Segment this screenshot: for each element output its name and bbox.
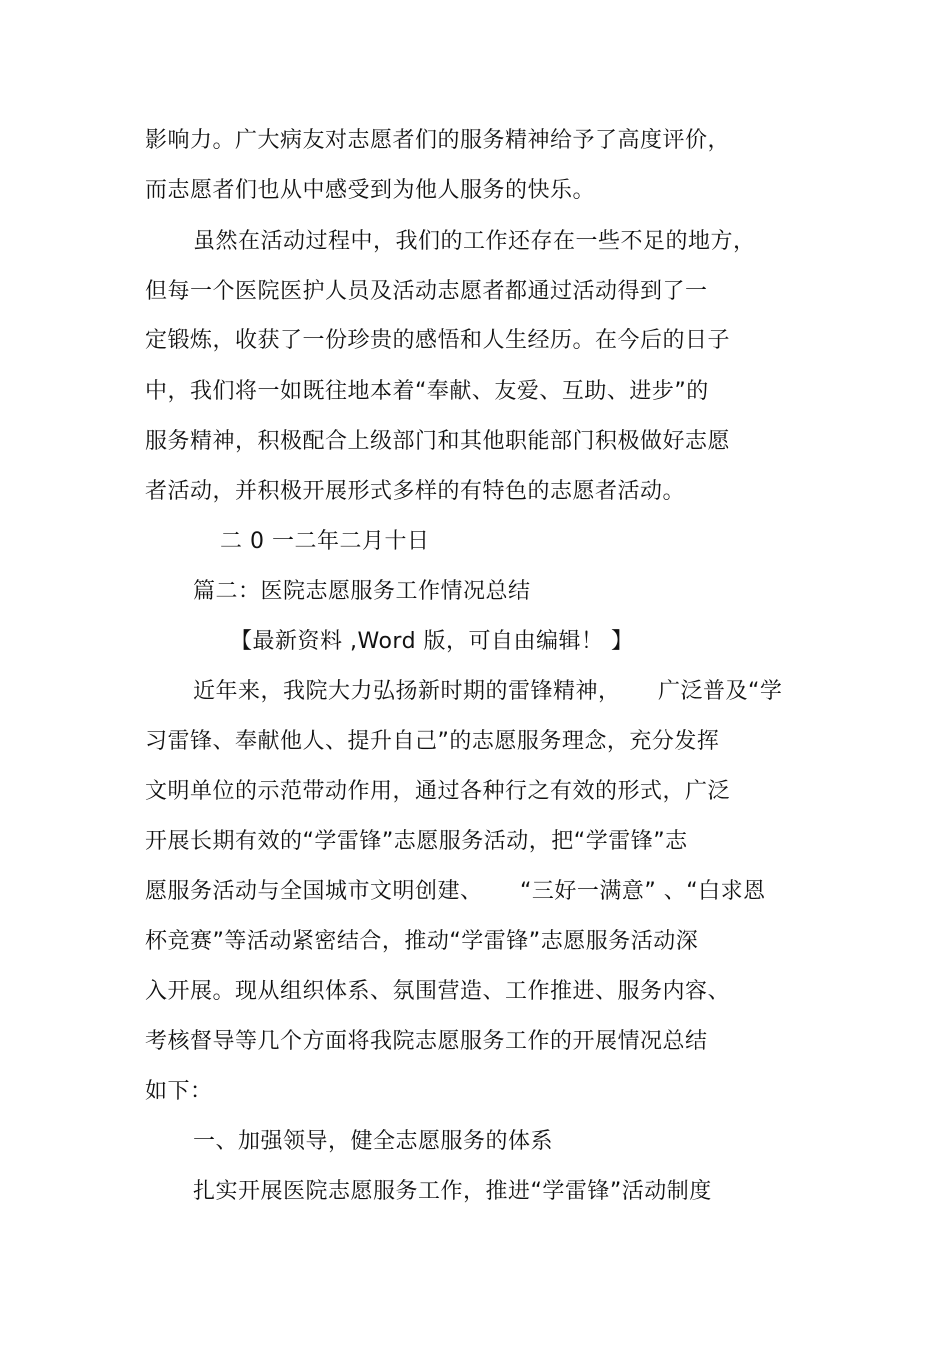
- paragraph-line: 者活动，并积极开展形式多样的有特色的志愿者活动。: [145, 479, 686, 504]
- paragraph-line: 影响力。广大病友对志愿者们的服务精神给予了高度评价，: [145, 128, 731, 153]
- paragraph-line: 如下：: [145, 1079, 213, 1104]
- paragraph-line: 考核督导等几个方面将我院志愿服务工作的开展情况总结: [145, 1029, 708, 1054]
- paragraph-line: 定锻炼，收获了一份珍贵的感悟和人生经历。在今后的日子: [145, 328, 731, 353]
- section-heading: 一、加强领导，健全志愿服务的体系: [193, 1129, 554, 1154]
- edit-note: 【最新资料 ,Word 版，可自由编辑！ 】: [230, 629, 634, 654]
- paragraph-line: 但每一个医院医护人员及活动志愿者都通过活动得到了一: [145, 279, 708, 304]
- paragraph-line: 开展长期有效的“学雷锋”志愿服务活动，把“学雷锋”志: [145, 829, 688, 854]
- paragraph-line: 扎实开展医院志愿服务工作，推进“学雷锋”活动制度: [193, 1179, 712, 1204]
- paragraph-line: 虽然在活动过程中，我们的工作还存在一些不足的地方，: [193, 229, 756, 254]
- paragraph-line: 愿服务活动与全国城市文明创建、 “三好一满意” 、“白求恩: [145, 879, 766, 904]
- paragraph-line: 入开展。现从组织体系、氛围营造、工作推进、服务内容、: [145, 979, 731, 1004]
- paragraph-line: 近年来，我院大力弘扬新时期的雷锋精神， 广泛普及“学: [193, 679, 783, 704]
- section-title: 篇二：医院志愿服务工作情况总结: [193, 579, 531, 604]
- paragraph-line: 服务精神，积极配合上级部门和其他职能部门积极做好志愿: [145, 429, 731, 454]
- paragraph-line: 习雷锋、奉献他人、提升自己”的志愿服务理念，充分发挥: [145, 729, 720, 754]
- paragraph-line: 杯竞赛”等活动紧密结合，推动“学雷锋”志愿服务活动深: [145, 929, 699, 954]
- date-line: 二 0 一二年二月十日: [220, 529, 430, 554]
- paragraph-line: 文明单位的示范带动作用，通过各种行之有效的形式，广泛: [145, 779, 731, 804]
- paragraph-line: 中，我们将一如既往地本着“奉献、友爱、互助、进步”的: [145, 379, 709, 404]
- paragraph-line: 而志愿者们也从中感受到为他人服务的快乐。: [145, 178, 596, 203]
